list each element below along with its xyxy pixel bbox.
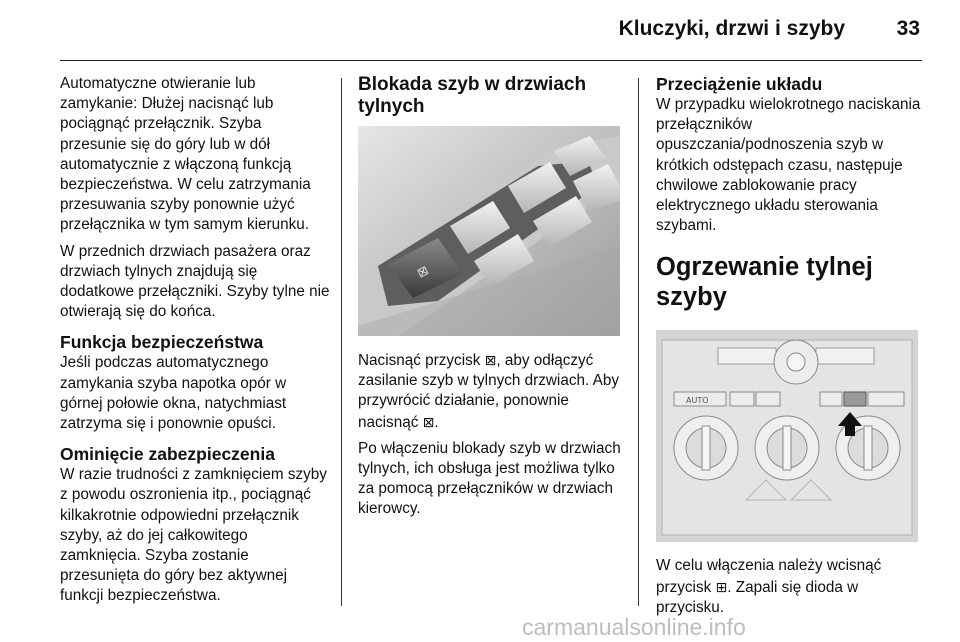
- header-divider: [60, 60, 922, 61]
- paragraph-heating-instruction: W celu włączenia należy wcisnąć przycisk ⊞. Zapali się dioda w przycisku.: [656, 557, 882, 616]
- paragraph-lock-note: Po włączeniu blokady szyb w drzwiach tylnych, ich obsługa jest możliwa tylko za pomocą przełączników w drzwiach kierowcy.: [358, 439, 621, 518]
- climate-panel-drawing: [656, 330, 918, 542]
- watermark: carmanualsonline.info: [522, 614, 746, 640]
- paragraph-override-safety: W razie trudności z zamknięciem szyby z powodu oszronienia itp., pociągnąć kilkakrotnie odpowiedni przełącznik szyby, aż do jej całkowitego zamknięcia. Szyba zostanie przesunięta do góry bez aktywnej funkcji bezpieczeństwa.: [60, 466, 327, 605]
- column-divider: [341, 78, 342, 606]
- heading-override-safety: Ominięcie zabezpieczenia: [60, 444, 275, 465]
- heading-system-overload: Przeciążenie układu: [656, 74, 823, 94]
- paragraph-system-overload: W przypadku wielokrotnego naciskania przełączników opuszczania/podnoszenia szyb w krótkich odstępach czasu, następuje chwilowe zablokowanie pracy elektrycznego układu sterowania szybami.: [656, 96, 921, 235]
- rear-defrost-icon: ⊞: [715, 578, 728, 595]
- paragraph-safety-function: Jeśli podczas automatycznego zamykania szyba napotka opór w górnej połowie okna, natychmiast zatrzyma się i ponownie opuści.: [60, 354, 287, 433]
- window-lock-icon: ⊠: [422, 413, 435, 430]
- heading-rear-window-heating: Ogrzewanie tylnej szyby: [656, 253, 873, 312]
- paragraph-lock-instruction: Nacisnąć przycisk ⊠, aby odłączyć zasilanie szyb w tylnych drzwiach. Aby przywrócić działanie, ponownie nacisnąć ⊠.: [358, 352, 620, 431]
- heading-safety-function: Funkcja bezpieczeństwa: [60, 332, 264, 353]
- page-number: 33: [896, 17, 920, 40]
- column-middle: [358, 74, 626, 526]
- window-switch-photo: [358, 126, 620, 336]
- svg-text:⊠: ⊠: [414, 263, 432, 282]
- heading-rear-window-lock: Blokada szyb w drzwiach tylnych: [358, 74, 587, 117]
- paragraph-extra-switches: W przednich drzwiach pasażera oraz drzwiach tylnych znajdują się dodatkowe przełączniki. Szyby tylne nie otwierają się do końca.: [60, 242, 330, 321]
- page-header: [0, 0, 960, 62]
- climate-panel-illustration: [656, 330, 918, 542]
- window-switch-illustration: [358, 126, 620, 336]
- window-lock-icon: ⊠: [484, 352, 497, 368]
- column-left: [60, 74, 332, 613]
- paragraph-auto-operation: Automatyczne otwieranie lub zamykanie: Dłużej nacisnąć lub pociągnąć przełącznik. Szyba przesunie się do góry lub w dół automatycznie z włączoną funkcją bezpieczeństwa. W celu zatrzymania przesuwania szyby ponownie użyć przełącznika w tym samym kierunku.: [60, 75, 311, 234]
- column-divider: [638, 78, 639, 606]
- page-title: Kluczyki, drzwi i szyby: [618, 17, 845, 40]
- column-right: [656, 74, 922, 624]
- auto-button-label: AUTO: [686, 396, 709, 406]
